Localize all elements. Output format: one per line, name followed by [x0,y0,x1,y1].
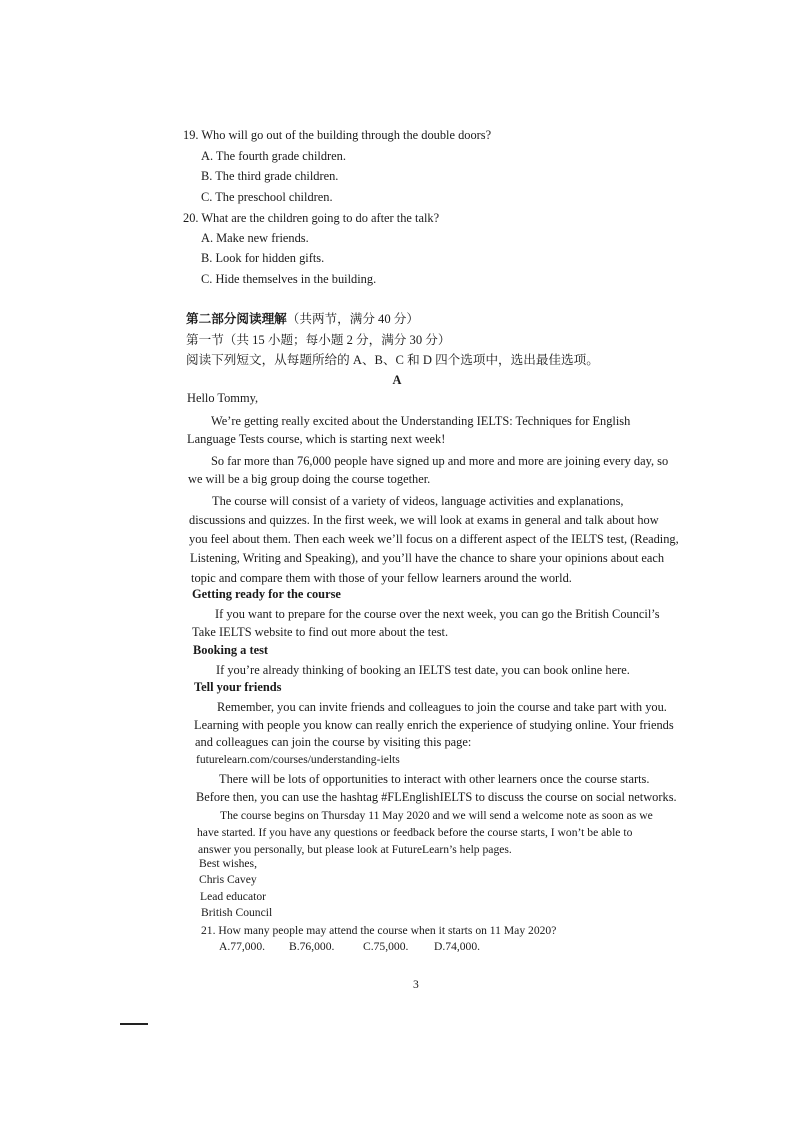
question-21-option-d: D.74,000. [434,940,481,953]
friends-line: Learning with people you know can really enrich the experience of studying online. Your friends [194,718,674,732]
signoff-line: Chris Cavey [199,873,257,886]
signoff-line: Lead educator [200,890,266,903]
signoff-line: British Council [201,906,273,919]
question-21-option-a: A.77,000. [219,940,266,953]
part2-title [186,311,419,327]
course-url: futurelearn.com/courses/understanding-ielts [196,753,400,766]
interact-line: Before then, you can use the hashtag #FLEnglishIELTS to discuss the course on social networks. [196,790,677,804]
question-20-option-b: B. Look for hidden gifts. [201,251,325,265]
letter-line: We’re getting really excited about the Understanding IELTS: Techniques for English [211,414,631,428]
question-19-option-b: B. The third grade children. [201,169,339,183]
heading-booking: Booking a test [193,643,269,657]
signoff-line: Best wishes, [199,857,257,870]
question-21-options [219,939,480,955]
interact-line: There will be lots of opportunities to interact with other learners once the course starts. [219,772,650,786]
letter-line: The course will consist of a variety of videos, language activities and explanations, [212,494,624,508]
ready-line: Take IELTS website to find out more about the test. [192,625,449,639]
begin-line: The course begins on Thursday 11 May 2020 and we will send a welcome note as soon as we [220,809,653,822]
page-number: 3 [413,978,419,991]
question-21-option-c: C.75,000. [363,940,409,953]
booking-line: If you’re already thinking of booking an IELTS test date, you can book online here. [216,663,630,677]
letter-line: you feel about them. Then each week we’ll focus on a different aspect of the IELTS test, (Reading, [189,532,679,546]
question-20-stem: 20. What are the children going to do after the talk? [183,211,440,225]
letter-line: Language Tests course, which is starting next week! [187,432,446,446]
heading-getting-ready: Getting ready for the course [192,587,341,601]
letter-greeting: Hello Tommy, [187,391,259,405]
question-20-option-c: C. Hide themselves in the building. [201,272,377,286]
section1-title: 第一节（共 15 小题；每小题 2 分，满分 30 分） [186,333,451,347]
letter-line: we will be a big group doing the course together. [188,472,431,486]
question-19-option-c: C. The preschool children. [201,190,333,204]
friends-line: and colleagues can join the course by visiting this page: [195,735,472,749]
question-21-option-b: B.76,000. [289,940,335,953]
part2-title-bold: 第二部分阅读理解 [186,312,287,326]
begin-line: have started. If you have any questions or feedback before the course starts, I won’t be able to [197,826,633,839]
part2-title-rest: （共两节，满分 40 分） [286,312,419,326]
reading-instruction: 阅读下列短文，从每题所给的 A、B、C 和 D 四个选项中，选出最佳选项。 [186,353,599,367]
letter-line: topic and compare them with those of your fellow learners around the world. [191,571,572,585]
friends-line: Remember, you can invite friends and colleagues to join the course and take part with you. [217,700,667,714]
ready-line: If you want to prepare for the course over the next week, you can go the British Council’s [215,607,660,621]
heading-tell-friends: Tell your friends [194,680,282,694]
letter-line: So far more than 76,000 people have signed up and more and more are joining every day, so [211,454,669,468]
scan-mark-line [120,1023,148,1025]
passage-label: A [392,373,402,387]
letter-line: discussions and quizzes. In the first week, we will look at exams in general and talk about how [189,513,659,527]
question-19-option-a: A. The fourth grade children. [201,149,346,163]
question-19-stem: 19. Who will go out of the building through the double doors? [183,128,492,142]
letter-line: Listening, Writing and Speaking), and you’ll have the chance to share your opinions about each [190,551,665,565]
question-21-stem: 21. How many people may attend the course when it starts on 11 May 2020? [201,924,557,937]
begin-line: answer you personally, but please look at FutureLearn’s help pages. [198,843,512,856]
question-20-option-a: A. Make new friends. [201,231,309,245]
